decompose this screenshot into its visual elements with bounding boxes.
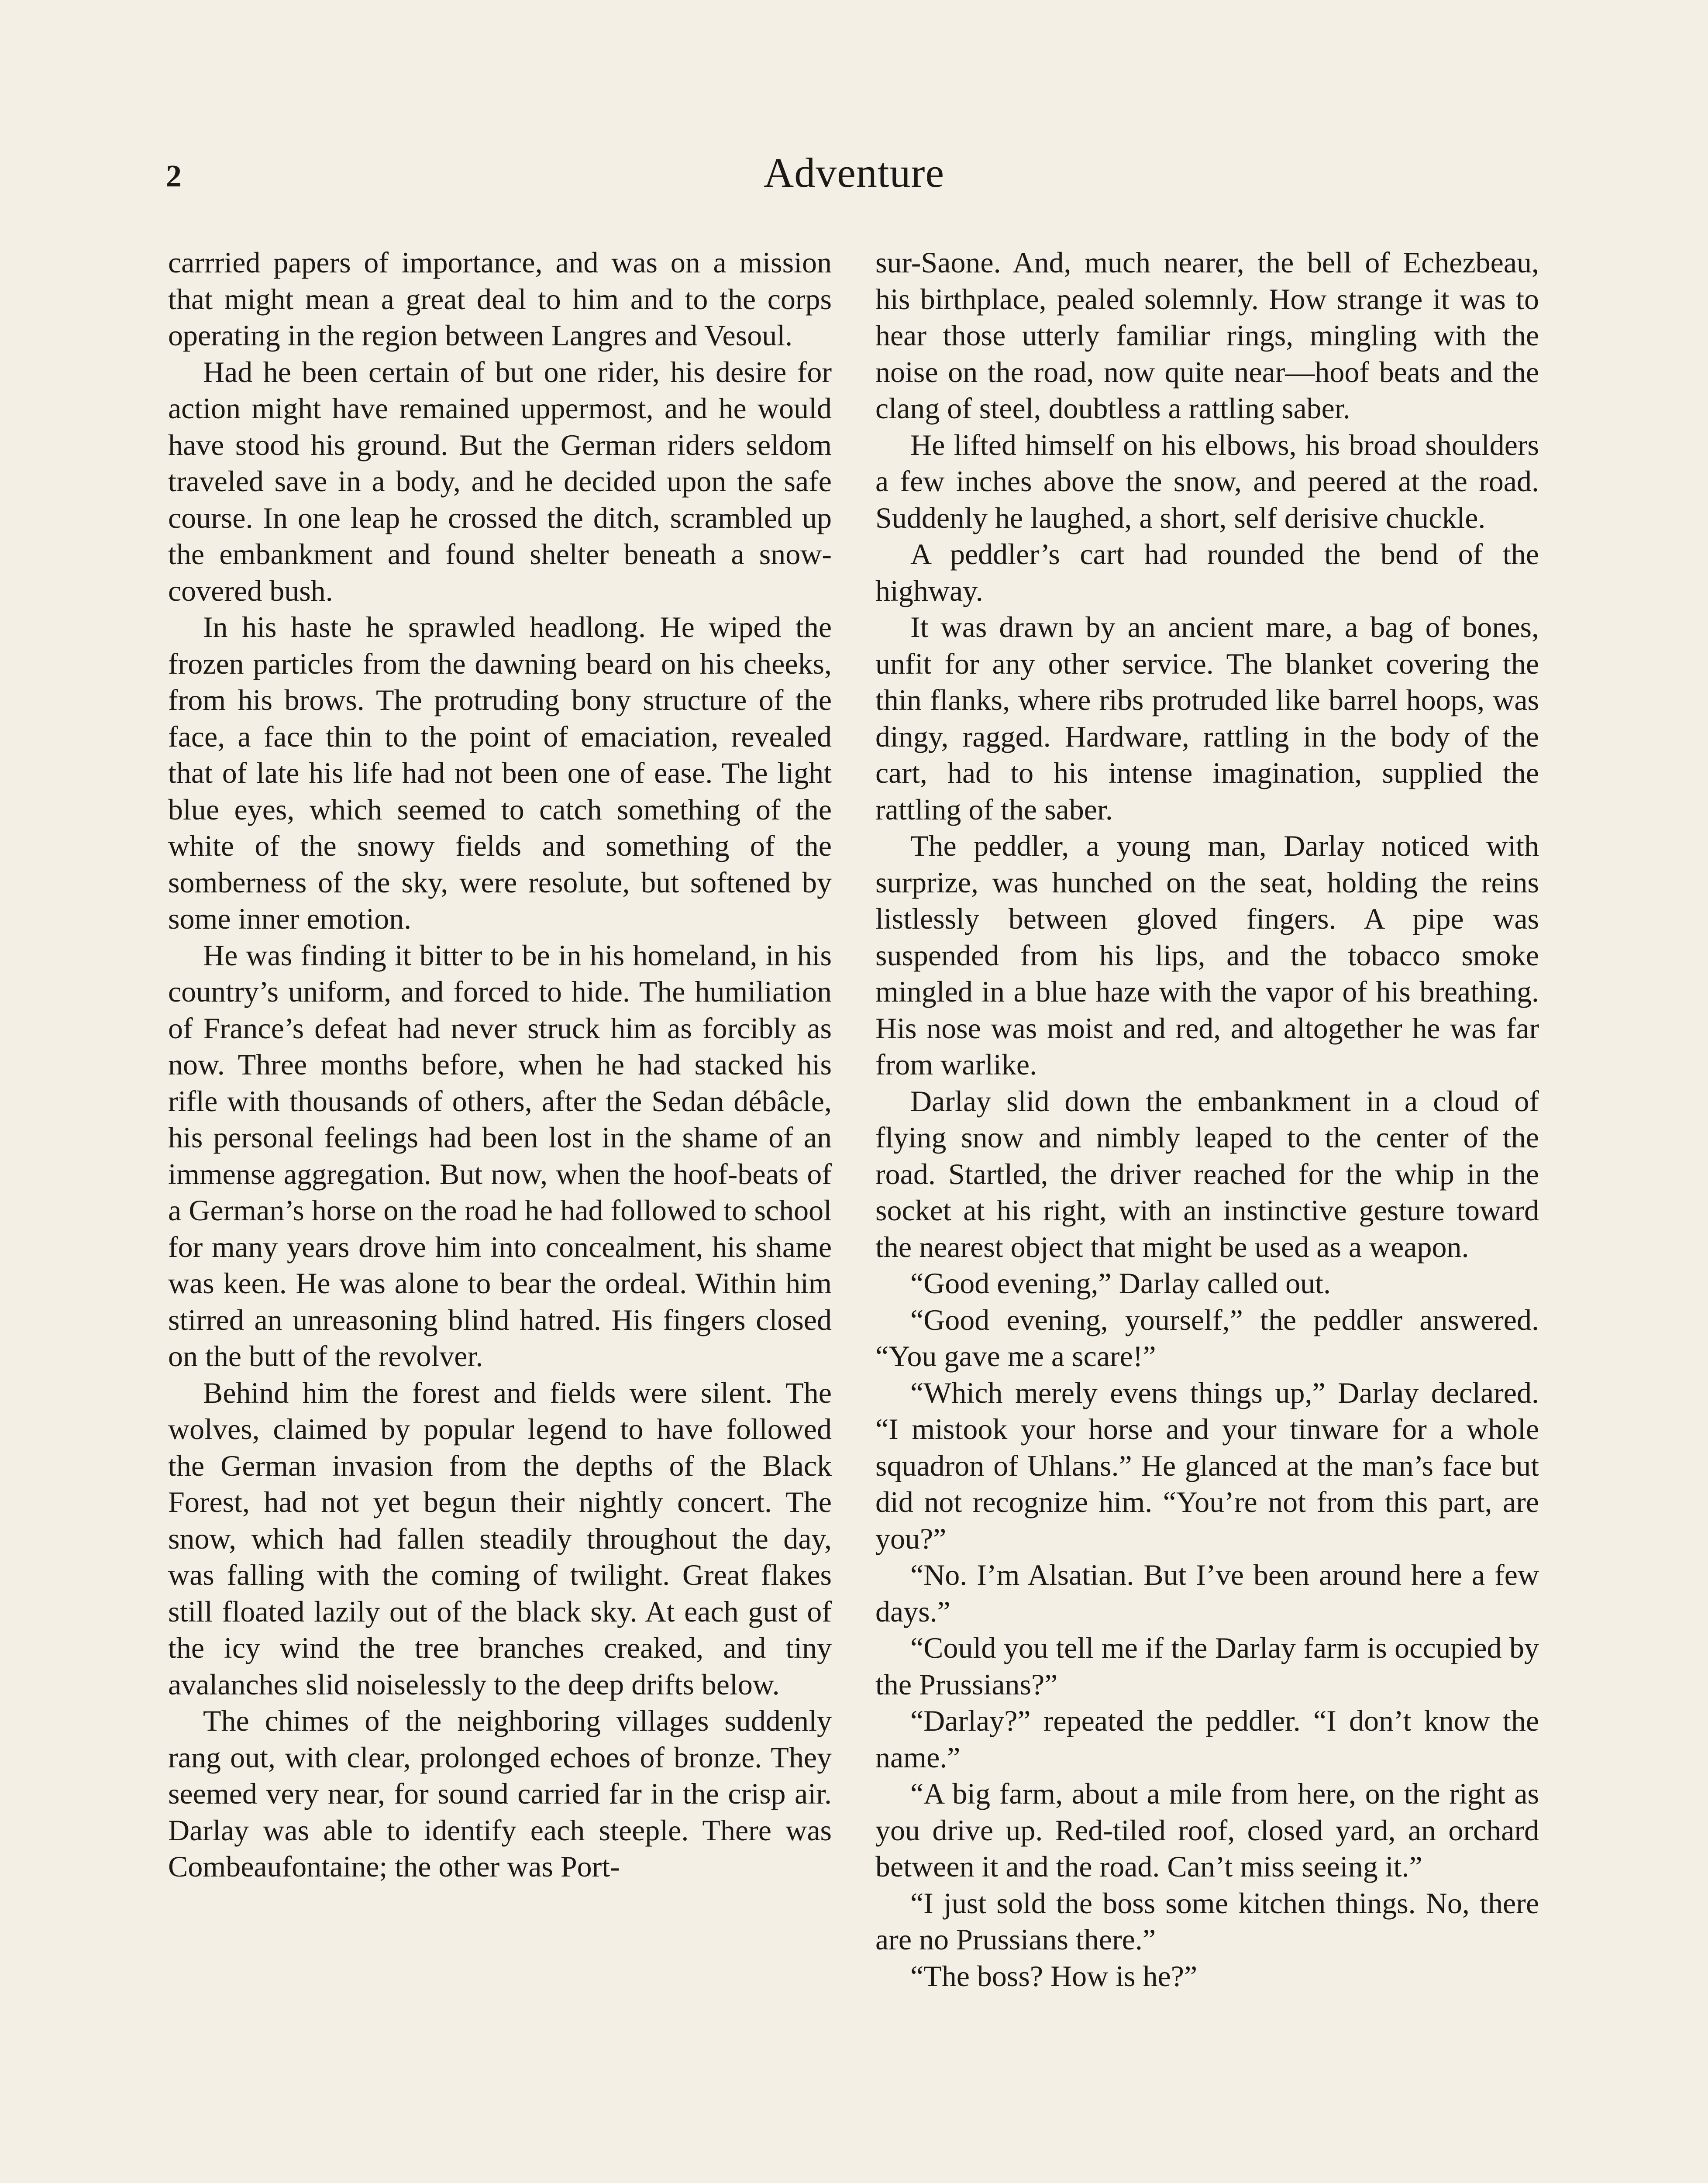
paragraph: The peddler, a young man, Darlay noticed with surprize, was hunched on the seat, holding the reins listlessly between gloved fingers. A pipe was suspended from his lips, and the tobacco smoke mingled in a blue haze with the vapor of his breathing. His nose was moist and red, and altogether he was far from warlike.: [875, 829, 1539, 1081]
paragraph: carrried papers of importance, and was on a mission that might mean a great deal to him and to the corps operating in the region between Langres and Vesoul.: [168, 246, 832, 352]
left-column: [168, 244, 832, 1885]
page-number: 2: [166, 158, 182, 193]
paragraph: Darlay slid down the embankment in a cloud of flying snow and nimbly leaped to the center of the road. Startled, the driver reached for the whip in the socket at his right, with an instinctive gesture toward the nearest object that might be used as a weapon.: [875, 1084, 1539, 1264]
paragraph: The chimes of the neighboring villages suddenly rang out, with clear, prolonged echoes of bronze. They seemed very near, for sound carried far in the crisp air. Darlay was able to identify each steeple. There was Combeaufontaine; the other was Port-: [168, 1704, 832, 1883]
paragraph: It was drawn by an ancient mare, a bag of bones, unfit for any other service. The blanket covering the thin flanks, where ribs protruded like barrel hoops, was dingy, ragged. Hardware, rattling in the body of the cart, had to his intense imagination, supplied the rattling of the saber.: [875, 610, 1539, 826]
paragraph: Had he been certain of but one rider, his desire for action might have remained uppermost, and he would have stood his ground. But the German riders seldom traveled save in a body, and he decided upon the safe course. In one leap he crossed the ditch, scrambled up the embankment and found shelter beneath a snow-covered bush.: [168, 355, 832, 607]
paragraph: “Which merely evens things up,” Darlay declared. “I mistook your horse and your tinware for a whole squadron of Uhlans.” He glanced at the man’s face but did not recognize him. “You’re not from this part, are you?”: [875, 1376, 1539, 1555]
paragraph: “I just sold the boss some kitchen things. No, there are no Prussians there.”: [875, 1886, 1539, 1956]
paragraph: He was finding it bitter to be in his homeland, in his country’s uniform, and forced to hide. The humiliation of France’s defeat had never struck him as forcibly as now. Three months before, when he had stacked his rifle with thousands of others, after the Sedan débâcle, his personal feelings had been lost in the shame of an immense aggregation. But now, when the hoof-beats of a German’s horse on the road he had followed to school for many years drove him into concealment, his shame was keen. He was alone to bear the ordeal. Within him stirred an unreasoning blind hatred. His fingers closed on the butt of the revolver.: [168, 938, 832, 1373]
paragraph: “No. I’m Alsatian. But I’ve been around here a few days.”: [875, 1558, 1539, 1628]
paragraph: He lifted himself on his elbows, his broad shoulders a few inches above the snow, and peered at the road. Suddenly he laughed, a short, self derisive chuckle.: [875, 428, 1539, 534]
paragraph: A peddler’s cart had rounded the bend of the highway.: [875, 537, 1539, 607]
paragraph: “Could you tell me if the Darlay farm is occupied by the Prussians?”: [875, 1631, 1539, 1701]
paragraph: sur-Saone. And, much nearer, the bell of Echezbeau, his birthplace, pealed solemnly. How strange it was to hear those utterly familiar rings, mingling with the noise on the road, now quite near—hoof beats and the clang of steel, doubtless a rattling saber.: [875, 246, 1539, 425]
paragraph: “Good evening,” Darlay called out.: [910, 1267, 1331, 1300]
paragraph: “The boss? How is he?”: [910, 1959, 1198, 1993]
paragraph: Behind him the forest and fields were silent. The wolves, claimed by popular legend to have followed the German invasion from the depths of the Black Forest, had not yet begun their nightly concert. The snow, which had fallen steadily throughout the day, was falling with the coming of twilight. Great flakes still floated lazily out of the black sky. At each gust of the icy wind the tree branches creaked, and tiny avalanches slid noiselessly to the deep drifts below.: [168, 1376, 832, 1701]
paragraph: In his haste he sprawled headlong. He wiped the frozen particles from the dawning beard on his cheeks, from his brows. The protruding bony structure of the face, a face thin to the point of emaciation, revealed that of late his life had not been one of ease. The light blue eyes, which seemed to catch something of the white of the snowy fields and something of the somberness of the sky, were resolute, but softened by some inner emotion.: [168, 610, 832, 935]
right-column: [875, 244, 1539, 1994]
running-title: Adventure: [763, 149, 945, 196]
paragraph: “Good evening, yourself,” the peddler answered. “You gave me a scare!”: [875, 1303, 1539, 1373]
paragraph: “Darlay?” repeated the peddler. “I don’t know the name.”: [875, 1704, 1539, 1774]
paragraph: “A big farm, about a mile from here, on the right as you drive up. Red-tiled roof, closed yard, an orchard between it and the road. Can’t miss seeing it.”: [875, 1777, 1539, 1883]
